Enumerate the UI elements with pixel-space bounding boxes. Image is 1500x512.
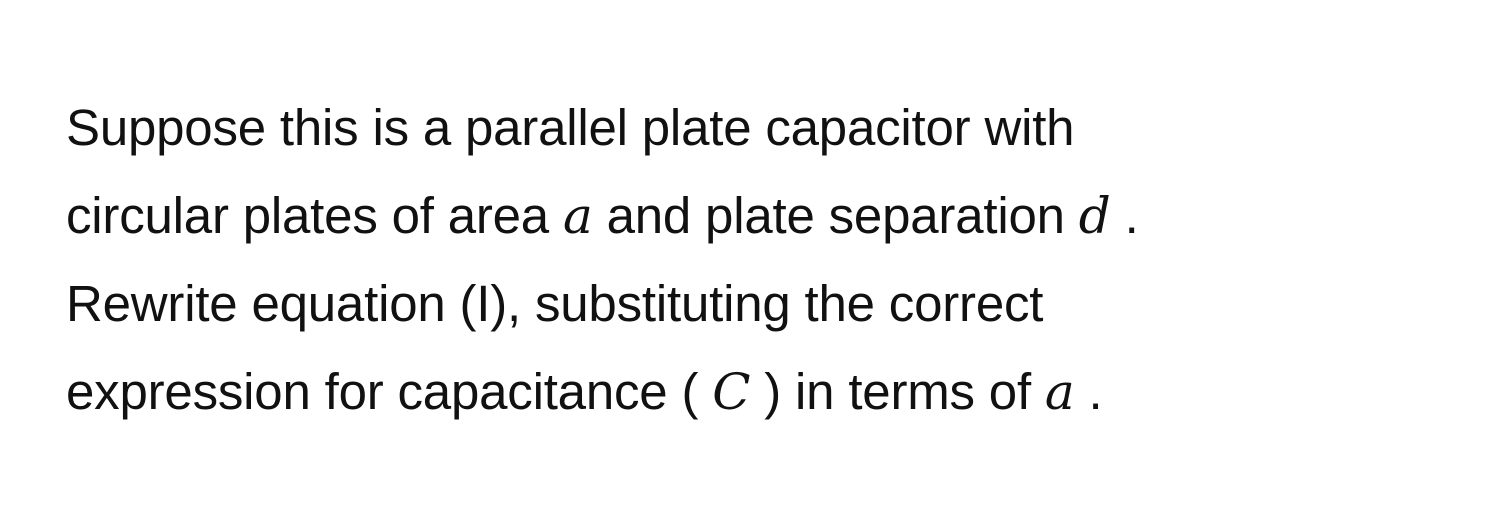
problem-line-1 [66, 84, 1466, 172]
math-variable-a: a [562, 187, 593, 245]
problem-line-4 [66, 348, 1466, 436]
line-2-text-start: circular plates of area [66, 187, 549, 244]
problem-line-2 [66, 172, 1466, 260]
line-4-text-middle: ) in terms of [764, 363, 1031, 420]
line-4-text-start: expression for capacitance ( [66, 363, 699, 420]
line-2-period: . [1124, 187, 1139, 244]
line-2-text-middle: and plate separation [606, 187, 1065, 244]
math-variable-a-second: a [1044, 363, 1075, 421]
line-4-period: . [1088, 363, 1103, 420]
line-3-text: Rewrite equation (I), substituting the correct [66, 275, 1044, 332]
math-variable-c: C [712, 363, 751, 421]
math-variable-d: d [1078, 187, 1111, 245]
line-1-text: Suppose this is a parallel plate capacitor with [66, 99, 1075, 156]
problem-line-3 [66, 260, 1466, 348]
problem-text [66, 84, 1466, 436]
